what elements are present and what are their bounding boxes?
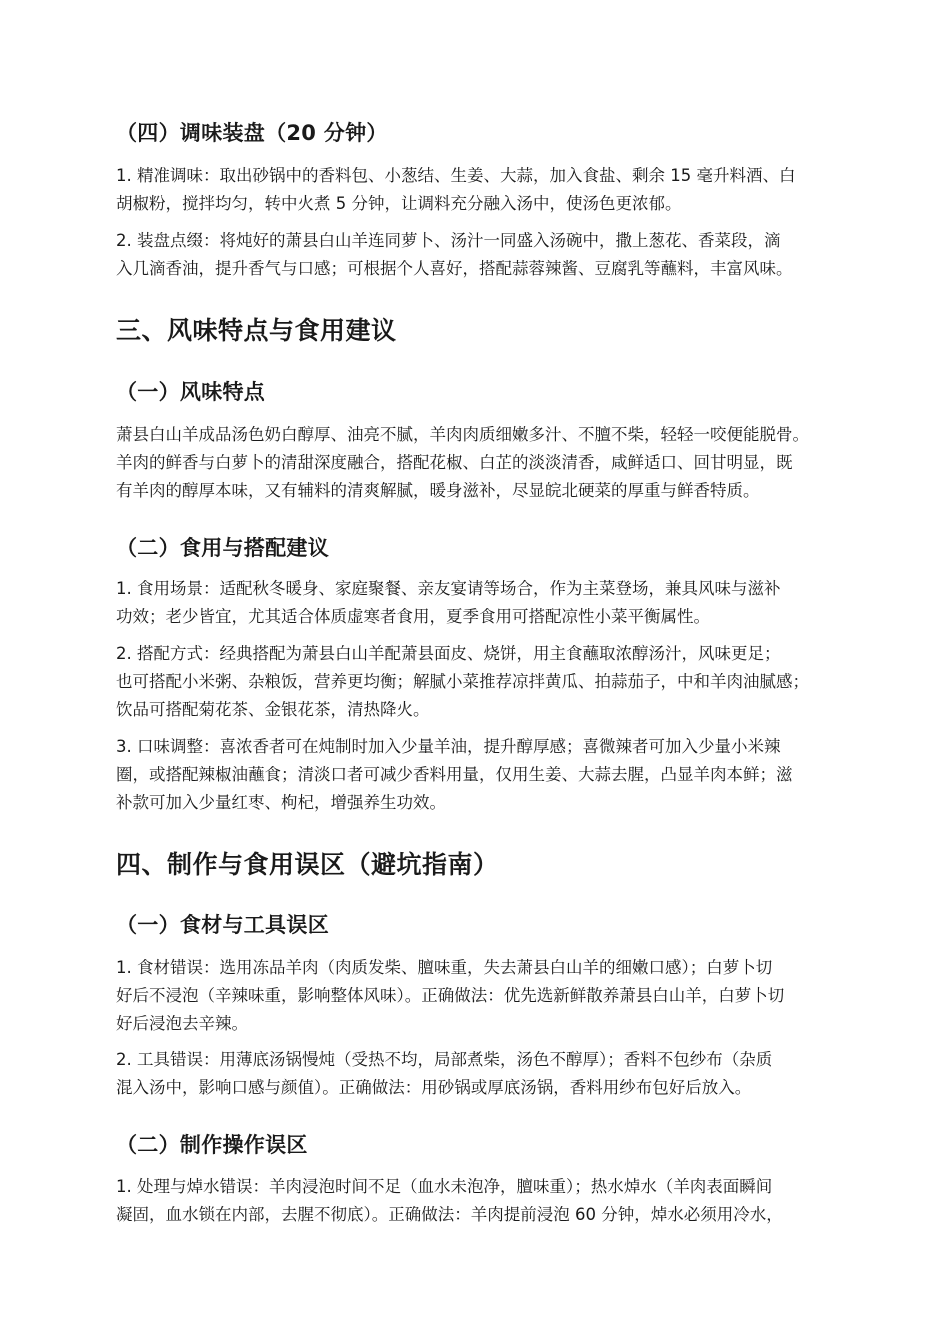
text-line: 补款可加入少量红枣、枸杞，增强养生功效。 [116, 793, 446, 812]
text-line: 1. 精准调味：取出砂锅中的香料包、小葱结、生姜、大蒜，加入食盐、剩余 15 毫升料酒、白 [116, 166, 796, 185]
paragraph-ingredient-mistakes [116, 954, 841, 1038]
paragraph-plating-garnish [116, 227, 841, 283]
text-line: 好后浸泡去辛辣。 [116, 1014, 248, 1033]
text-line: 有羊肉的醇厚本味，又有辅料的清爽解腻，暖身滋补，尽显皖北硬菜的厚重与鲜香特质。 [116, 481, 760, 500]
text-line: 3. 口味调整：喜浓香者可在炖制时加入少量羊油，提升醇厚感；喜微辣者可加入少量小米辣 [116, 737, 781, 756]
text-line: 2. 工具错误：用薄底汤锅慢炖（受热不均，局部煮柴，汤色不醇厚）；香料不包纱布（杂质 [116, 1050, 773, 1069]
section-heading-eating-pairing: （二）食用与搭配建议 [116, 536, 329, 560]
section-heading-ingredient-tool-mistakes: （一）食材与工具误区 [116, 913, 329, 937]
text-line: 圈，或搭配辣椒油蘸食；清淡口者可减少香料用量，仅用生姜、大蒜去腥，凸显羊肉本鲜；滋 [116, 765, 793, 784]
part-heading-flavor-suggestions: 三、风味特点与食用建议 [116, 316, 397, 345]
text-line: 羊肉的鲜香与白萝卜的清甜深度融合，搭配花椒、白芷的淡淡清香，咸鲜适口、回甘明显，既 [116, 453, 793, 472]
text-line: 功效；老少皆宜，尤其适合体质虚寒者食用，夏季食用可搭配凉性小菜平衡属性。 [116, 607, 710, 626]
text-line: 1. 食用场景：适配秋冬暖身、家庭聚餐、亲友宴请等场合，作为主菜登场，兼具风味与滋补 [116, 579, 781, 598]
text-line: 凝固，血水锁在内部，去腥不彻底）。正确做法：羊肉提前浸泡 60 分钟，焯水必须用冷水， [116, 1205, 783, 1224]
text-line: 萧县白山羊成品汤色奶白醇厚、油亮不腻，羊肉肉质细嫩多汁、不膻不柴，轻轻一咬便能脱骨。 [116, 425, 809, 444]
text-line: 饮品可搭配菊花茶、金银花茶，清热降火。 [116, 700, 430, 719]
paragraph-precise-seasoning [116, 162, 841, 218]
paragraph-taste-adjustment [116, 733, 841, 817]
paragraph-blanching-mistakes [116, 1173, 841, 1229]
text-line: 好后不浸泡（辛辣味重，影响整体风味）。正确做法：优先选新鲜散养萧县白山羊，白萝卜切 [116, 986, 785, 1005]
paragraph-eating-scenarios [116, 575, 841, 631]
text-line: 1. 处理与焯水错误：羊肉浸泡时间不足（血水未泡净，膻味重）；热水焯水（羊肉表面瞬间 [116, 1177, 773, 1196]
text-line: 2. 搭配方式：经典搭配为萧县白山羊配萧县面皮、烧饼，用主食蘸取浓醇汤汁，风味更足； [116, 644, 781, 663]
section-heading-flavor-features: （一）风味特点 [116, 380, 266, 404]
paragraph-tool-mistakes [116, 1046, 841, 1102]
part-heading-mistakes-guide: 四、制作与食用误区（避坑指南） [116, 850, 499, 879]
text-line: 胡椒粉，搅拌均匀，转中火煮 5 分钟，让调料充分融入汤中，使汤色更浓郁。 [116, 194, 682, 213]
section-heading-operation-mistakes: （二）制作操作误区 [116, 1133, 308, 1157]
paragraph-flavor-features [116, 421, 841, 505]
section-heading-seasoning-plating: （四）调味装盘（20 分钟） [116, 121, 388, 145]
text-line: 入几滴香油，提升香气与口感；可根据个人喜好，搭配蒜蓉辣酱、豆腐乳等蘸料，丰富风味。 [116, 259, 793, 278]
paragraph-pairing-methods [116, 640, 841, 724]
text-line: 也可搭配小米粥、杂粮饭，营养更均衡；解腻小菜推荐凉拌黄瓜、拍蒜茄子，中和羊肉油腻感； [116, 672, 809, 691]
text-line: 1. 食材错误：选用冻品羊肉（肉质发柴、膻味重，失去萧县白山羊的细嫩口感）；白萝卜切 [116, 958, 773, 977]
text-line: 2. 装盘点缀：将炖好的萧县白山羊连同萝卜、汤汁一同盛入汤碗中，撒上葱花、香菜段，滴 [116, 231, 781, 250]
text-line: 混入汤中，影响口感与颜值）。正确做法：用砂锅或厚底汤锅，香料用纱布包好后放入。 [116, 1078, 752, 1097]
